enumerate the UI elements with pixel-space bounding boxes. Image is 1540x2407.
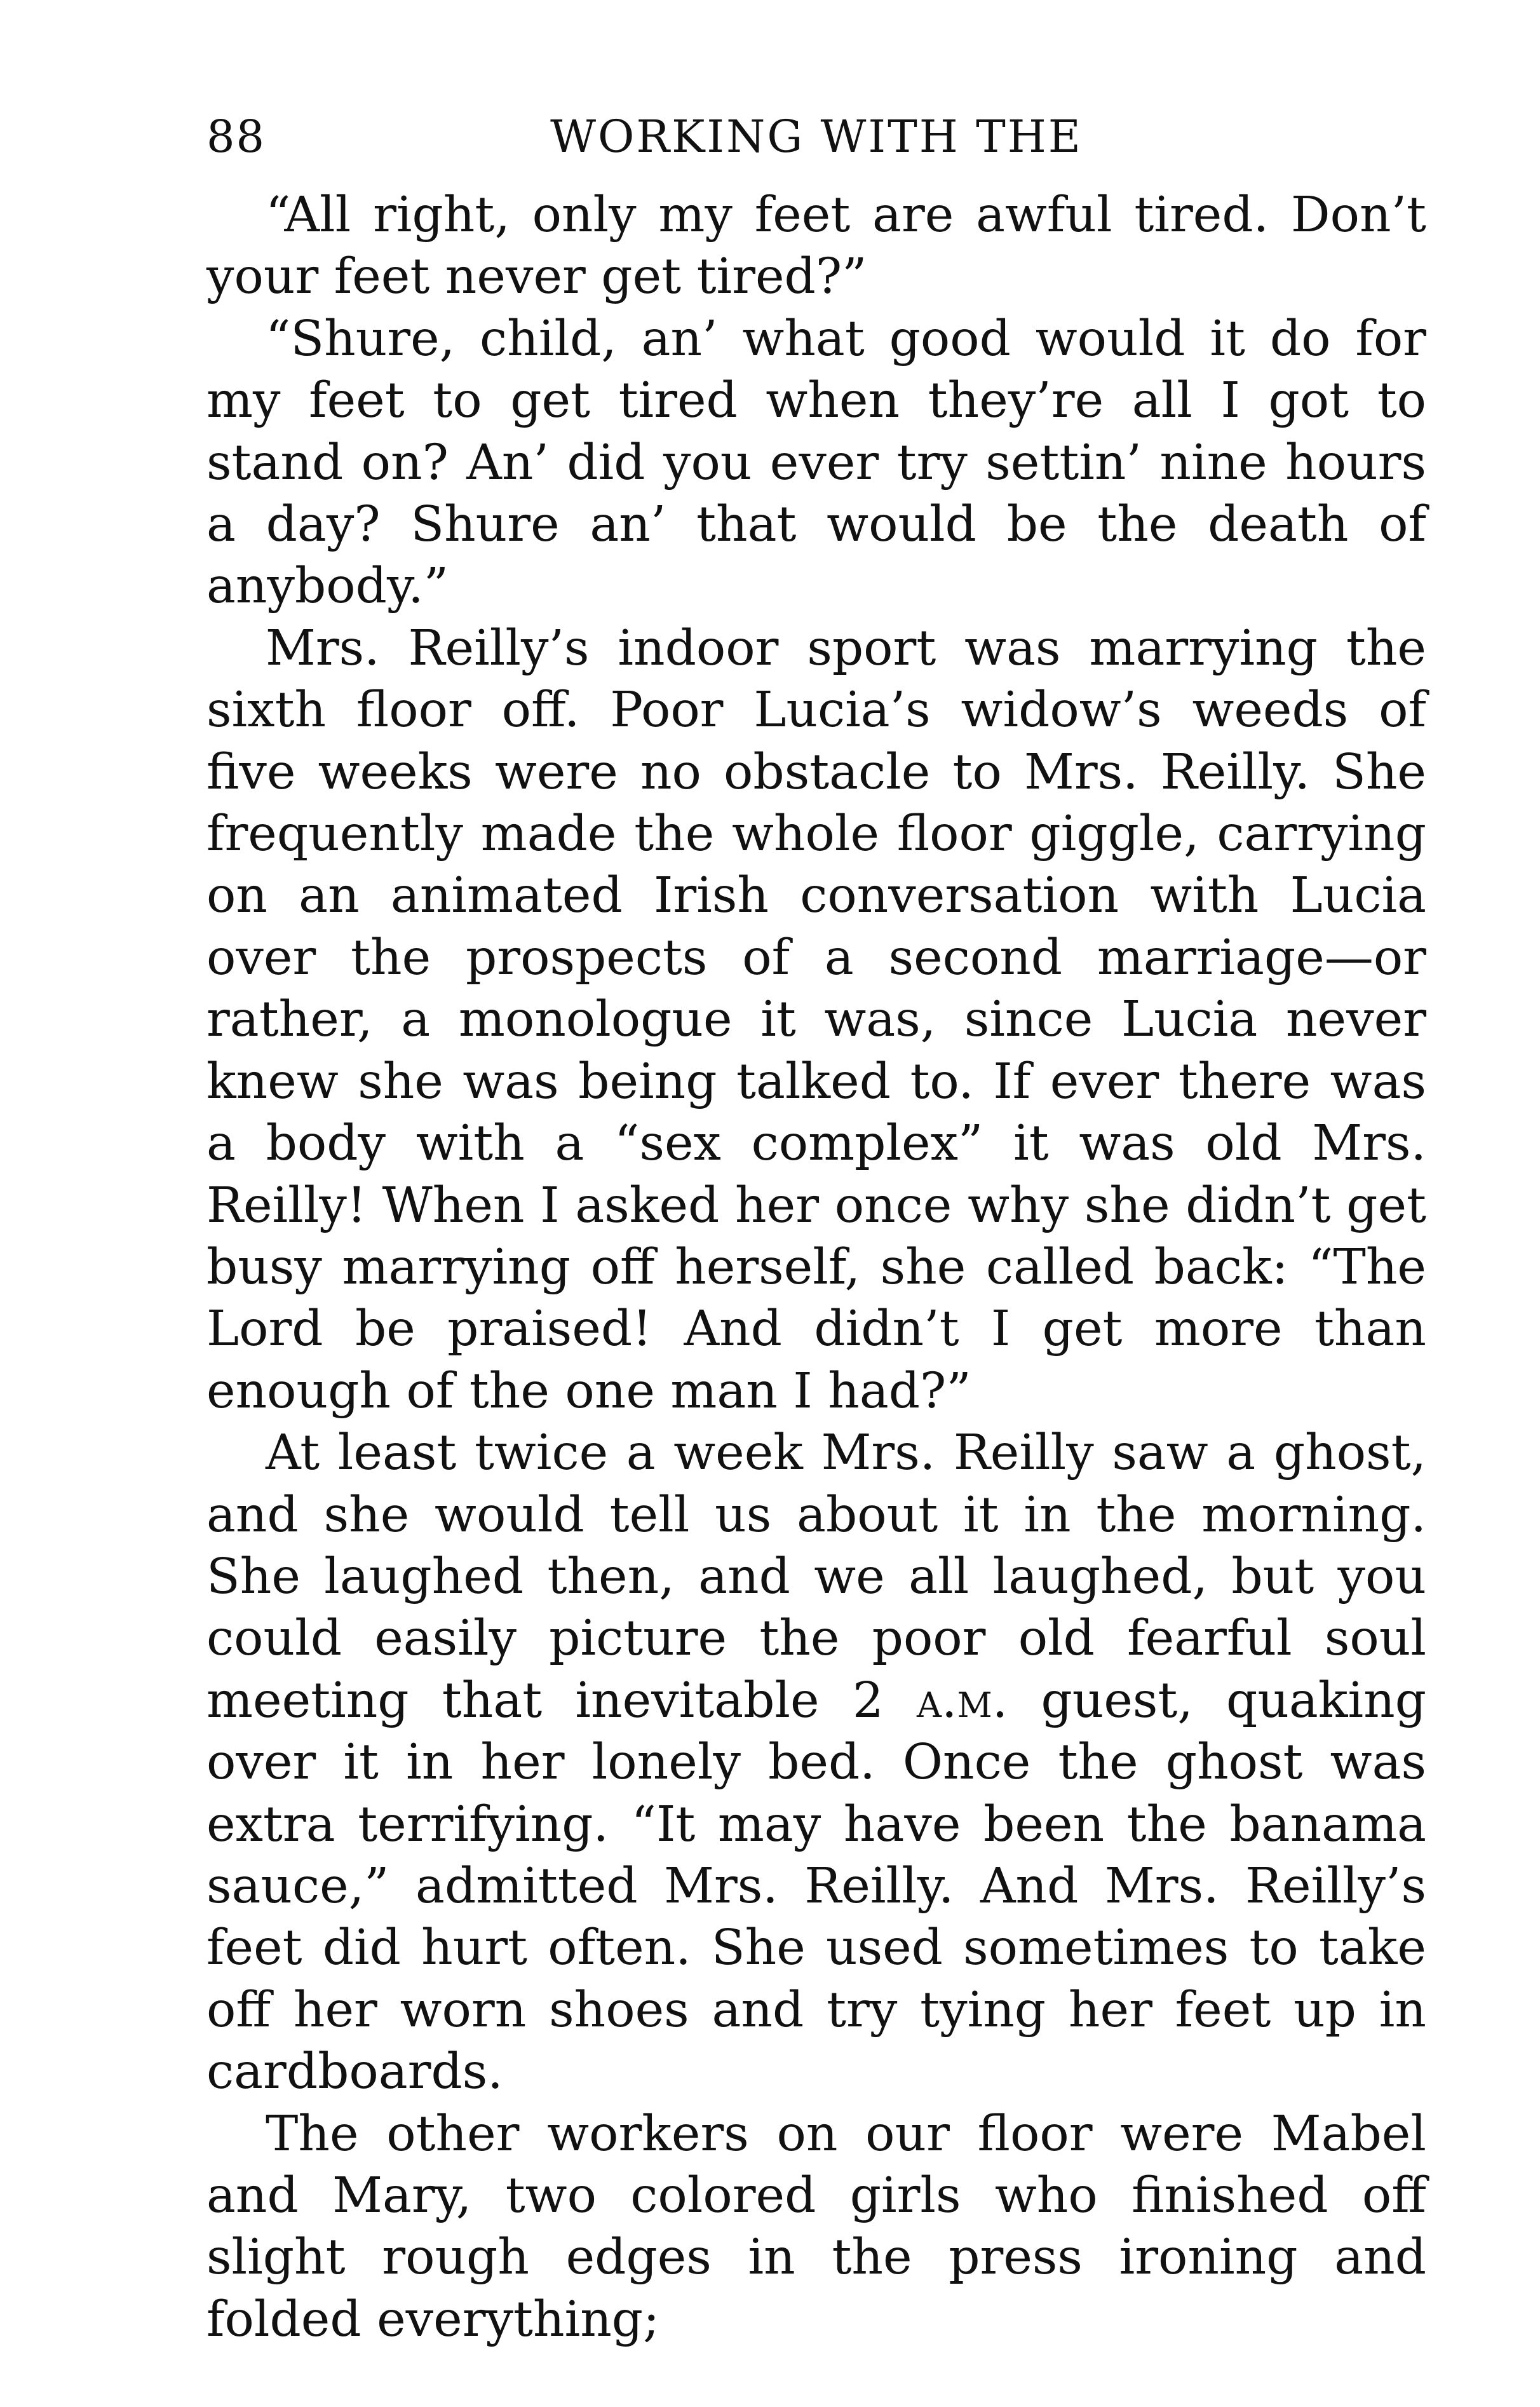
paragraph-2: “Shure, child, an’ what good would it do for my feet to get tired when they’re all I got to stand on? An’ did you ever try settin’ nine hours a day? Shure an’ that would be the death of anybody.” [206,310,1426,615]
paragraph-4-text-after: guest, quaking over it in her lonely bed. Once the ghost was extra terrifying. “It may have been the banama sauce,” admitted Mrs. Reilly. And Mrs. Reilly’s feet did hurt often. She used sometimes to take off her worn shoes and try tying her feet up in cardboards. [206,1672,1426,2101]
paragraph-4 [206,1422,1426,2103]
paragraph-5: The other workers on our floor were Mabel and Mary, two colored girls who finished off slight rough edges in the press ironing and folded everything; [206,2105,1426,2348]
page-number: 88 [206,111,266,163]
paragraph-3: Mrs. Reilly’s indoor sport was marrying the sixth floor off. Poor Lucia’s widow’s weeds of five weeks were no obstacle to Mrs. Reilly. She frequently made the whole floor giggle, carrying on an animated Irish conversation with Lucia over the prospects of a second marriage—or rather, a monologue it was, since Lucia never knew she was being talked to. If ever there was a body with a “sex complex” it was old Mrs. Reilly! When I asked her once why she didn’t get busy marrying off herself, she called back: “The Lord be praised! And didn’t I get more than enough of the one man I had?” [206,620,1426,1420]
paragraph-4-text-before: At least twice a week Mrs. Reilly saw a ghost, and she would tell us about it in the morning. She laughed then, and we all laughed, but you could easily picture the poor old fearful soul meeting that inevitable 2 [206,1425,1426,1729]
time-abbreviation: a.m. [917,1672,1008,1729]
paragraph-1: “All right, only my feet are awful tired. Don’t your feet never get tired?” [206,187,1426,306]
page-header [206,108,1426,165]
running-head: WORKING WITH THE [550,111,1083,163]
body-text [206,184,1426,2350]
